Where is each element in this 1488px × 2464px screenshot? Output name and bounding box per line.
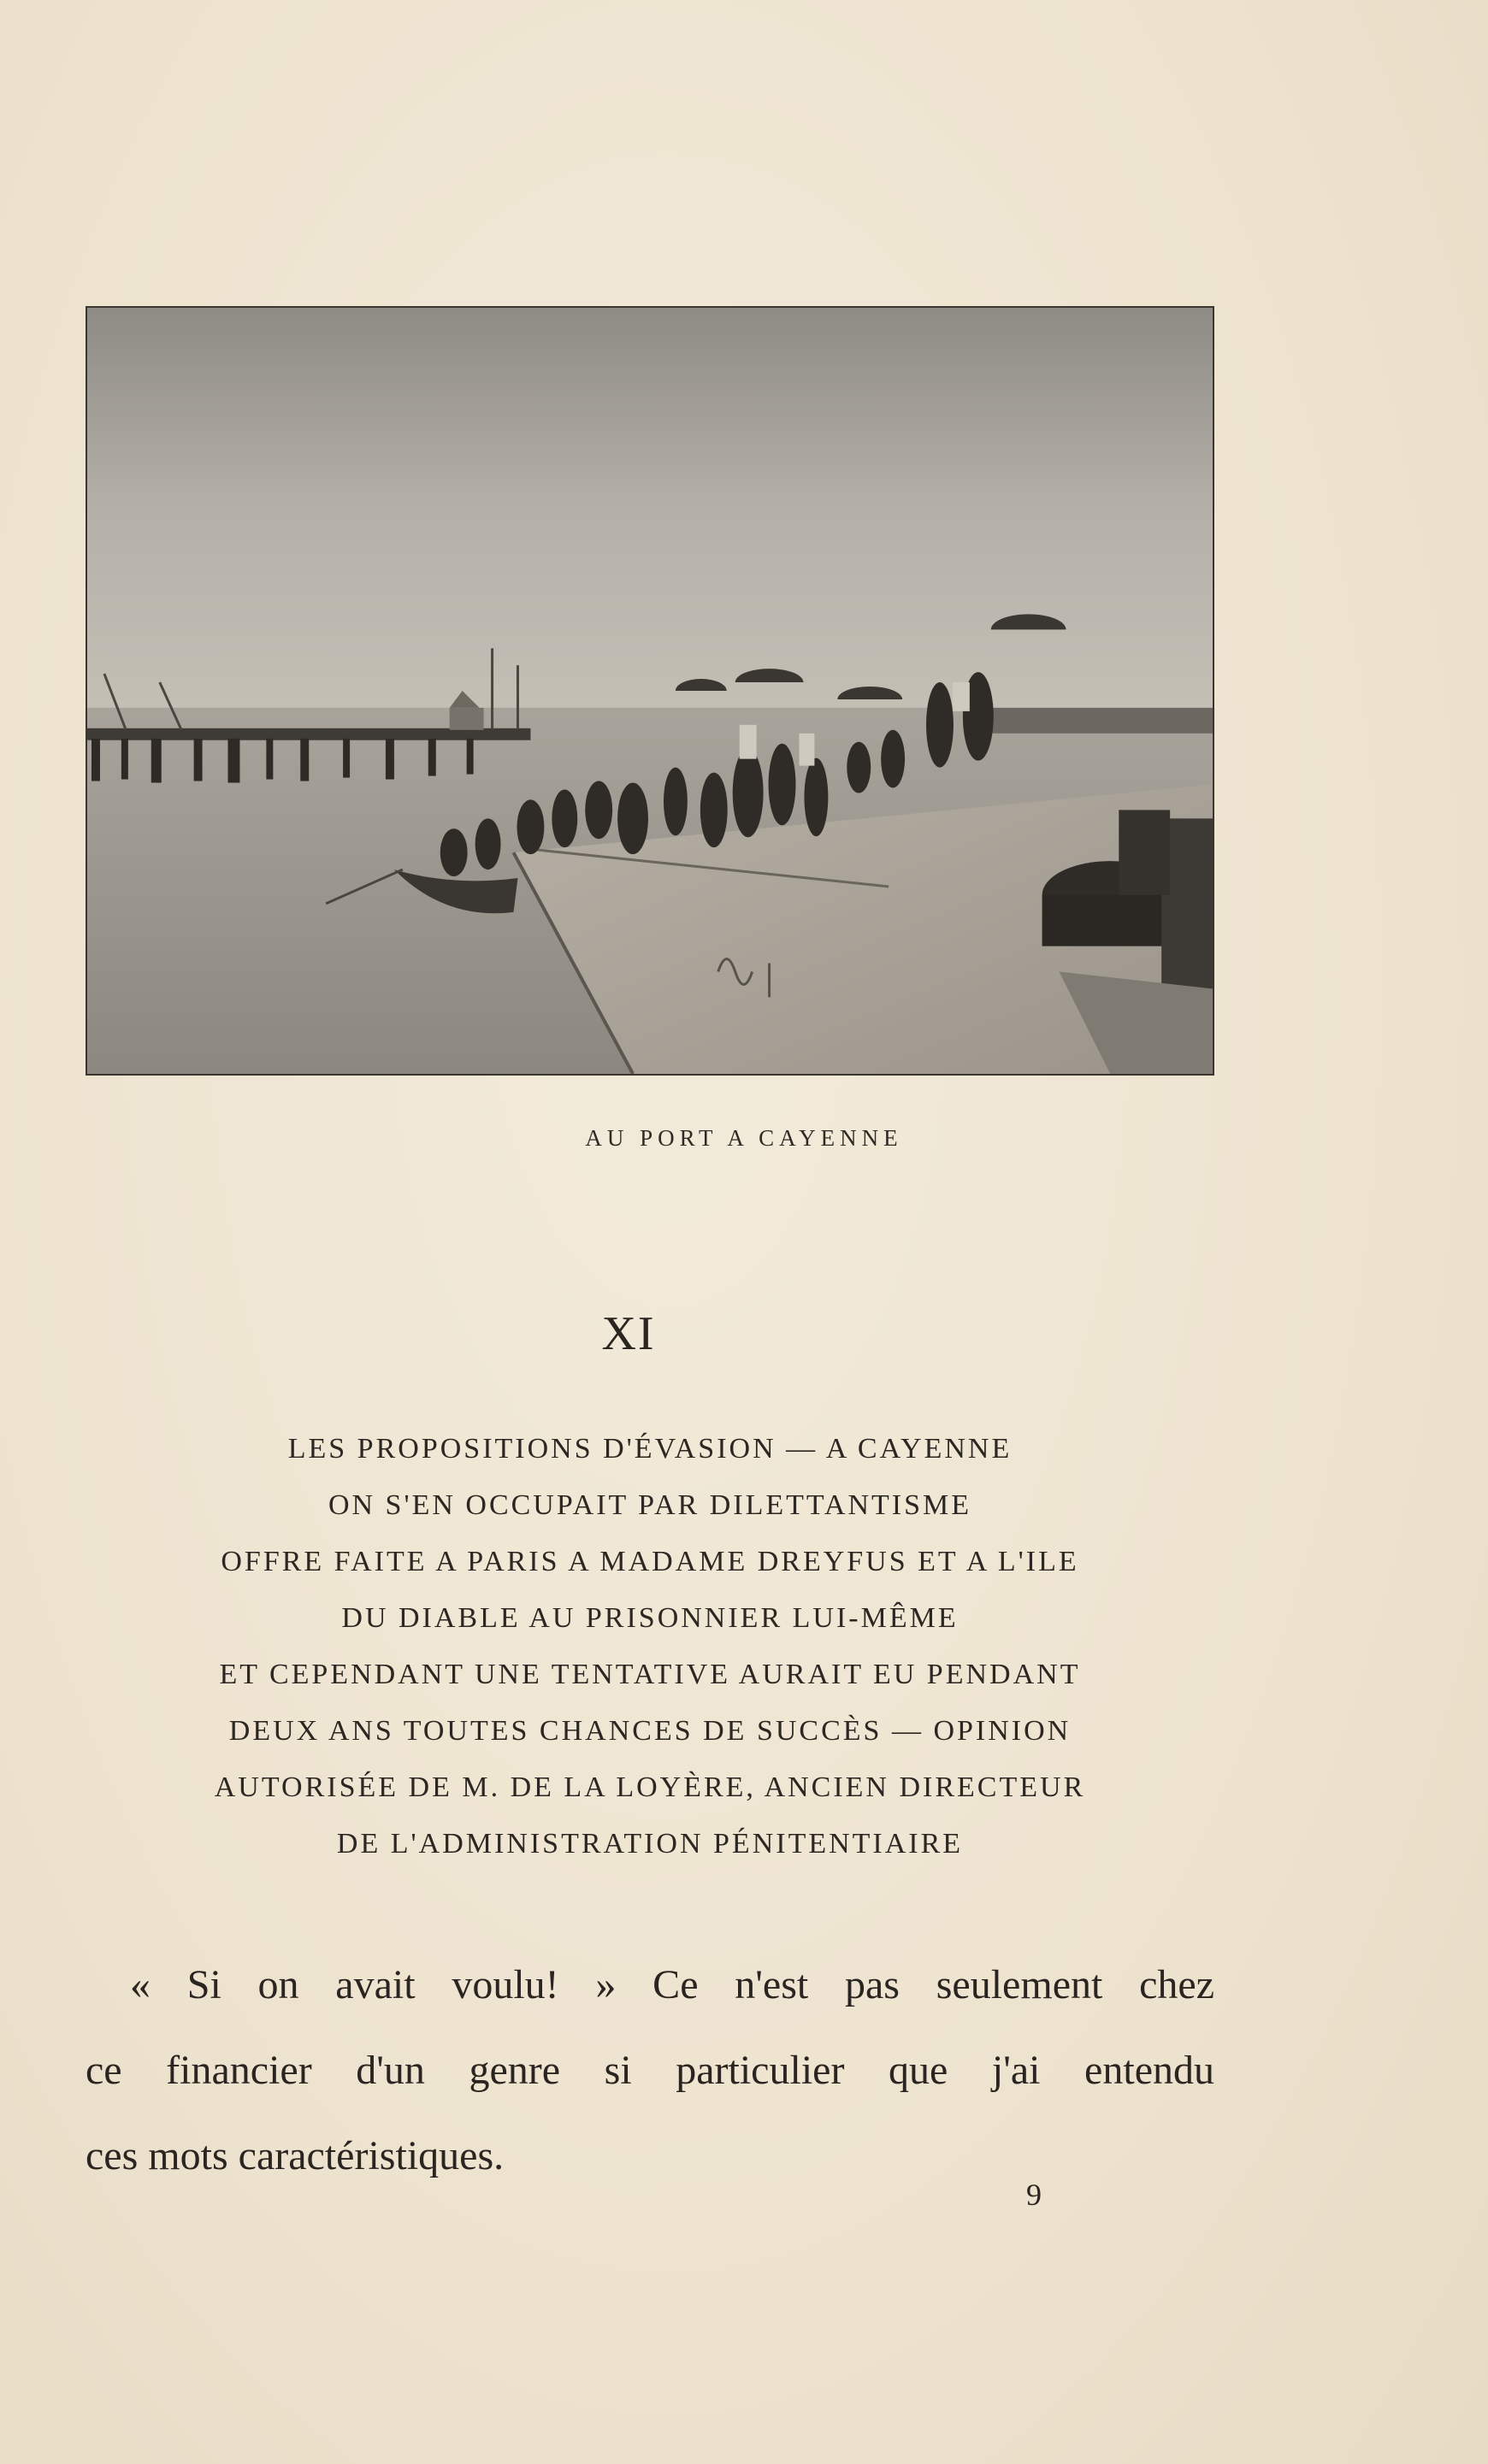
summary-line: DE L'ADMINISTRATION PÉNITENTIAIRE: [336, 1828, 964, 1860]
summary-line: OFFRE FAITE A PARIS A MADAME DREYFUS ET A L'ILE: [221, 1546, 1079, 1577]
summary-line: DEUX ANS TOUTES CHANCES DE SUCCÈS — OPINION: [228, 1715, 1072, 1747]
page-number: 9: [1026, 2178, 1042, 2212]
chapter-summary: [86, 1421, 1214, 1872]
chapter-number: XI: [601, 1307, 656, 1360]
summary-line: DU DIABLE AU PRISONNIER LUI-MÊME: [341, 1602, 959, 1634]
body-line: « Si on avait voulu! » Ce n'est pas seulement chez: [130, 1962, 1214, 2007]
summary-line: ET CEPENDANT UNE TENTATIVE AURAIT EU PENDANT: [219, 1659, 1081, 1690]
harbour-scene-image: [87, 308, 1213, 1074]
summary-line: ON S'EN OCCUPAIT PAR DILETTANTISME: [328, 1489, 972, 1521]
summary-line: LES PROPOSITIONS D'ÉVASION — A CAYENNE: [287, 1433, 1013, 1465]
summary-line: AUTORISÉE DE M. DE LA LOYÈRE, ANCIEN DIRECTEUR: [214, 1771, 1086, 1803]
body-line: ce financier d'un genre si particulier que j'ai entendu: [86, 2048, 1214, 2093]
photo-caption: AU PORT A CAYENNE: [585, 1125, 903, 1151]
body-paragraph: [86, 1942, 1214, 2199]
port-photograph: [86, 306, 1214, 1076]
body-line: ces mots caractéristiques.: [86, 2133, 505, 2178]
